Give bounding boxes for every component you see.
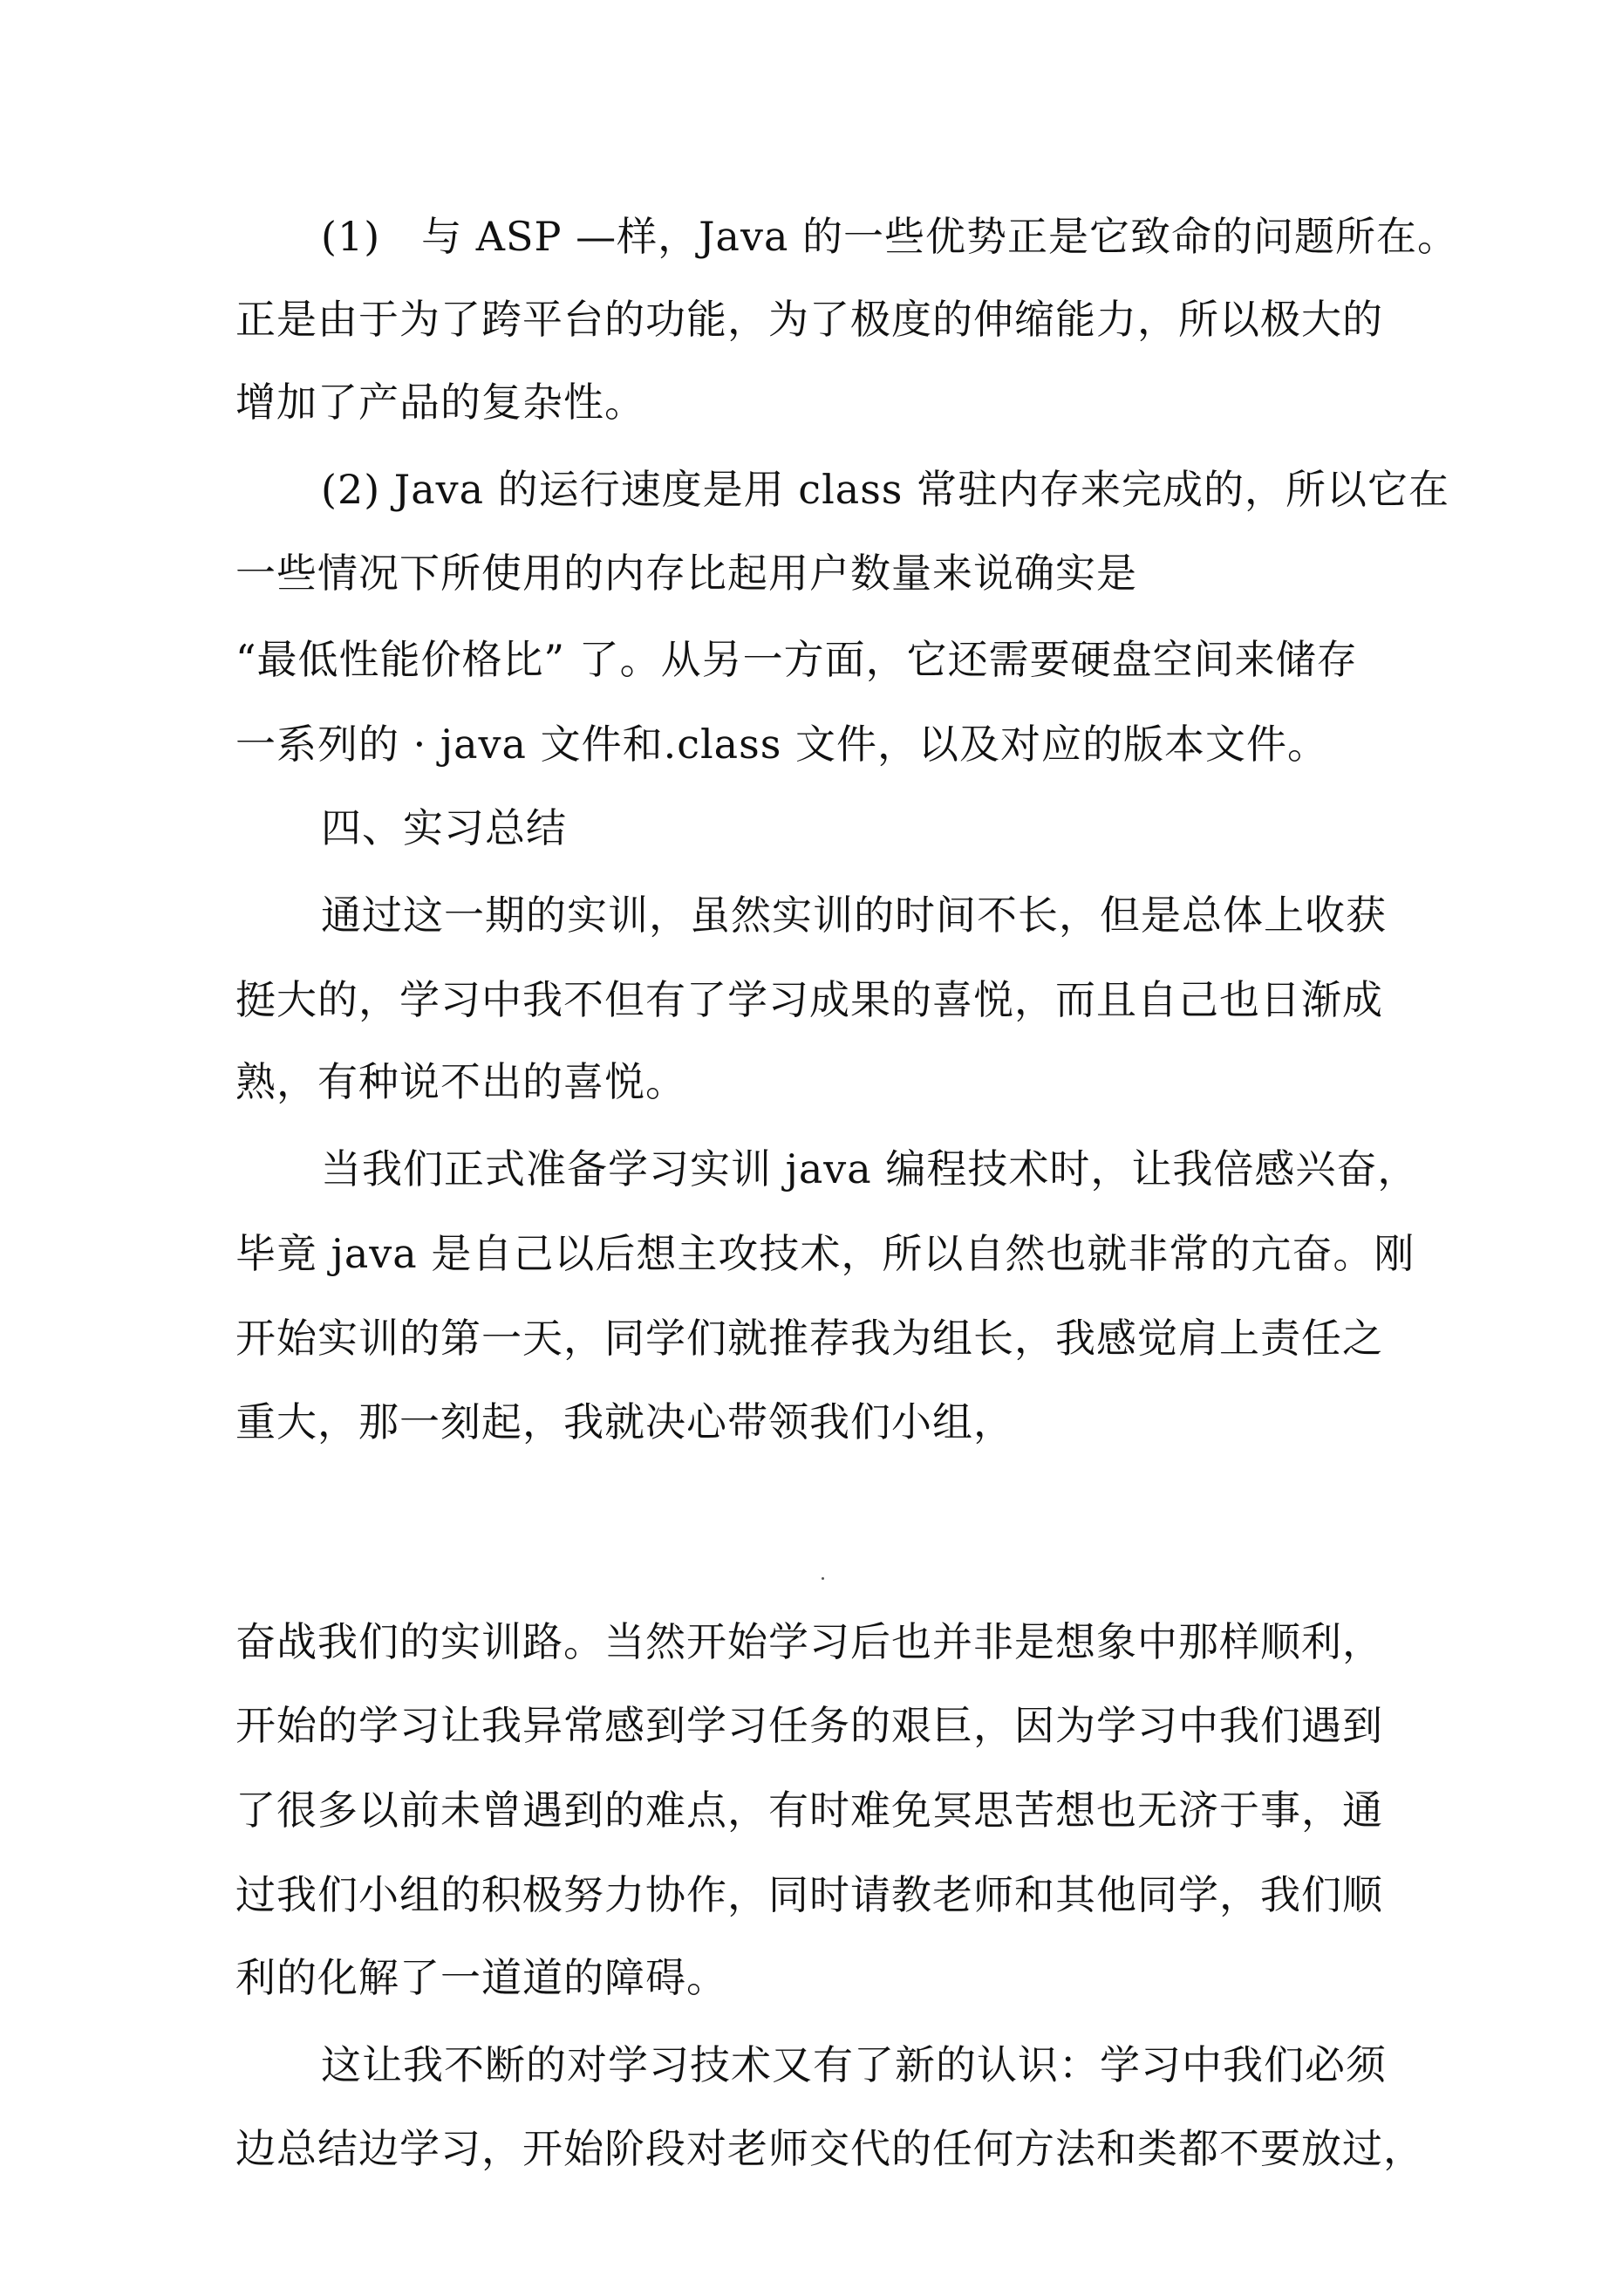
text-line: 边总结边学习，开始阶段对老师交代的任何方法和类都不要放过，	[235, 2125, 1424, 2172]
text-line: (1) 与 ASP —样，Java 的一些优势正是它致命的问题所在。	[321, 213, 1458, 260]
text-line: 熟，有种说不出的喜悦。	[235, 1058, 686, 1105]
text-line: 利的化解了一道道的障碍。	[235, 1954, 727, 2001]
text-line: (2) Java 的运行速度是用 class 常驻内存来完成的，所以它在	[321, 466, 1450, 513]
text-line: 奋战我们的实训路。当然开始学习后也并非是想象中那样顺利，	[235, 1618, 1383, 1665]
text-line: 重大，那一刻起，我就决心带领我们小组，	[235, 1398, 1014, 1445]
text-line: 当我们正式准备学习实训 java 编程技术时，让我倍感兴奋，	[321, 1145, 1419, 1192]
text-line: 开始实训的第一天，同学们就推荐我为组长，我感觉肩上责任之	[235, 1315, 1383, 1362]
text-line: 开始的学习让我异常感到学习任务的艰巨，因为学习中我们遇到	[235, 1702, 1383, 1749]
text-line: 一系列的 · java 文件和.class 文件，以及对应的版本文件。	[235, 721, 1328, 768]
text-line: 通过这一期的实训，虽然实训的时间不长，但是总体上收获	[321, 892, 1387, 939]
text-line: 挺大的，学习中我不但有了学习成果的喜悦，而且自己也日渐成	[235, 976, 1383, 1023]
text-line: 毕竟 java 是自己以后想主攻技术，所以自然也就非常的亢奋。刚	[235, 1230, 1415, 1277]
section-heading: 四、实习总结	[321, 804, 567, 851]
text-line: 过我们小组的积极努力协作，同时请教老师和其他同学，我们顺	[235, 1871, 1383, 1918]
text-line: 了很多以前未曾遇到的难点，有时难免冥思苦想也无济于事，通	[235, 1787, 1383, 1834]
page-break-dot	[822, 1577, 824, 1580]
text-line: 正是由于为了跨平台的功能，为了极度的伸缩能力，所以极大的	[235, 296, 1383, 343]
text-line: 这让我不断的对学习技术又有了新的认识：学习中我们必须	[321, 2041, 1387, 2088]
text-line: “最低性能价格比” 了。从另一方面，它还需要硬盘空间来储存	[235, 636, 1358, 683]
text-line: 增加了产品的复杂性。	[235, 379, 645, 426]
text-line: 一些情况下所使用的内存比起用户数量来说确实是	[235, 550, 1137, 597]
